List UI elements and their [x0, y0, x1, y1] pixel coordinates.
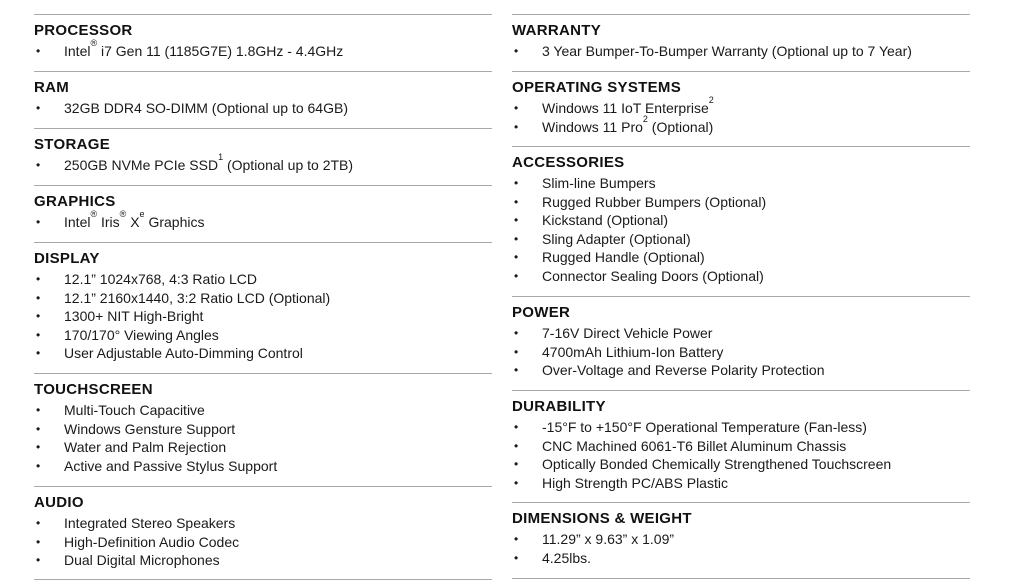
spec-list-item	[512, 42, 970, 61]
bullet-icon: •	[36, 101, 41, 115]
section-heading: STORAGE	[34, 136, 111, 153]
spec-list	[34, 99, 492, 118]
superscript-mark: 2	[642, 113, 648, 124]
spec-text: Kickstand (Optional)	[542, 212, 669, 228]
spec-list-item	[512, 324, 970, 343]
section-heading: GRAPHICS	[34, 193, 116, 210]
spec-list	[512, 530, 970, 567]
spec-text: Dual Digital Microphones	[64, 552, 220, 568]
spec-list	[34, 38, 492, 61]
spec-text: 4.25lbs.	[542, 549, 592, 566]
spec-text: Iris	[97, 214, 120, 230]
bullet-icon: •	[36, 346, 41, 360]
bullet-icon: •	[36, 516, 41, 530]
spec-list	[34, 401, 492, 475]
spec-list	[512, 95, 970, 136]
section-warranty	[512, 14, 970, 59]
spec-list-item	[512, 248, 970, 267]
spec-text: X	[126, 214, 140, 230]
bullet-icon: •	[36, 553, 41, 567]
section-heading: RAM	[34, 79, 70, 96]
spec-list-item	[34, 533, 492, 552]
bullet-icon: •	[514, 344, 519, 359]
spec-list-item	[34, 38, 492, 61]
spec-text: Active and Passive Stylus Support	[64, 457, 278, 474]
bullet-icon: •	[514, 213, 519, 227]
section-heading: DURABILITY	[512, 398, 606, 415]
spec-text: 32GB DDR4 SO-DIMM (Optional up to 64GB)	[64, 100, 348, 116]
section-heading: ACCESSORIES	[512, 154, 625, 171]
section-accessories	[512, 146, 970, 284]
spec-list-item	[512, 95, 970, 118]
spec-list-item	[34, 344, 492, 363]
section-operating-systems	[512, 71, 970, 135]
spec-list-item	[512, 361, 970, 380]
bullet-icon: •	[514, 176, 519, 190]
bullet-icon: •	[36, 440, 41, 454]
bullet-icon: •	[514, 363, 519, 377]
section-graphics	[34, 185, 492, 230]
bullet-icon: •	[36, 290, 41, 305]
spec-text: 3 Year Bumper-To-Bumper Warranty (Optional up to 7 Year)	[542, 43, 912, 59]
bullet-icon: •	[514, 420, 519, 434]
bullet-icon: •	[514, 101, 519, 115]
spec-text: i7 Gen 11 (1185G7E) 1.8GHz - 4.4GHz	[97, 43, 344, 59]
section-dimensions-weight	[512, 502, 970, 566]
superscript-mark: 1	[218, 152, 224, 162]
spec-list-item	[512, 455, 970, 474]
spec-list	[34, 209, 492, 232]
spec-text: Windows Gensture Support	[64, 420, 236, 437]
spec-list-item	[34, 514, 492, 533]
section-heading: OPERATING SYSTEMS	[512, 79, 682, 96]
bullet-icon: •	[36, 403, 41, 417]
spec-list	[512, 324, 970, 380]
spec-list-item	[34, 99, 492, 118]
bullet-icon: •	[514, 194, 519, 209]
section-heading: DIMENSIONS & WEIGHT	[512, 510, 692, 527]
spec-text: Connector Sealing Doors (Optional)	[542, 267, 764, 284]
spec-text: 11.29” x 9.63” x 1.09”	[542, 531, 675, 547]
spec-list	[512, 42, 970, 61]
spec-list	[34, 514, 492, 570]
spec-text: High Strength PC/ABS Plastic	[542, 474, 728, 491]
bullet-icon: •	[36, 309, 41, 323]
bullet-icon: •	[514, 438, 519, 453]
spec-text: Sling Adapter (Optional)	[542, 230, 691, 247]
spec-list-item	[34, 270, 492, 289]
spec-list-item	[34, 457, 492, 476]
spec-list-item	[512, 437, 970, 456]
spec-text: -15°F to +150°F Operational Temperature (Fan-less)	[542, 419, 867, 435]
bullet-icon: •	[514, 231, 519, 246]
section-ram	[34, 71, 492, 116]
spec-text: Windows 11 IoT Enterprise	[542, 100, 709, 116]
section-heading: POWER	[512, 304, 571, 321]
spec-text: CNC Machined 6061-T6 Billet Aluminum Chassis	[542, 437, 847, 454]
spec-list-item	[34, 551, 492, 570]
bullet-icon: •	[36, 534, 41, 549]
section-heading: WARRANTY	[512, 22, 602, 39]
spec-text: Water and Palm Rejection	[64, 439, 227, 455]
bullet-icon: •	[36, 327, 41, 342]
spec-text: 4700mAh Lithium-Ion Battery	[542, 343, 724, 360]
spec-list	[512, 418, 970, 492]
spec-list-item	[512, 474, 970, 493]
section-power	[512, 296, 970, 378]
section-heading: DISPLAY	[34, 250, 100, 267]
bullet-icon: •	[514, 532, 519, 546]
spec-text: Graphics	[144, 214, 205, 230]
spec-list-item	[34, 326, 492, 345]
bullet-icon: •	[514, 457, 519, 471]
spec-list	[512, 174, 970, 285]
spec-list-item	[512, 174, 970, 193]
spec-text: 12.1” 2160x1440, 3:2 Ratio LCD (Optional)	[64, 289, 331, 306]
spec-list-item	[34, 152, 492, 175]
bullet-icon: •	[514, 326, 519, 340]
spec-list-item	[512, 193, 970, 212]
spec-list-item	[512, 549, 970, 568]
spec-text: 1300+ NIT High-Bright	[64, 308, 204, 324]
superscript-mark: 2	[708, 95, 714, 105]
spec-text: Slim-line Bumpers	[542, 175, 656, 191]
spec-text: Rugged Handle (Optional)	[542, 249, 705, 265]
bottom-divider	[34, 579, 492, 580]
spec-list	[34, 152, 492, 175]
spec-list-item	[512, 211, 970, 230]
spec-list-item	[512, 113, 970, 137]
bullet-icon: •	[36, 215, 41, 229]
bullet-icon: •	[36, 158, 41, 172]
section-processor	[34, 14, 492, 59]
spec-text: (Optional up to 2TB)	[223, 157, 354, 173]
spec-text: 12.1” 1024x768, 4:3 Ratio LCD	[64, 271, 258, 287]
spec-text: (Optional)	[647, 118, 714, 135]
spec-text: Intel	[64, 214, 91, 230]
spec-text: Multi-Touch Capacitive	[64, 402, 205, 418]
bullet-icon: •	[36, 44, 41, 58]
bullet-icon: •	[514, 119, 519, 134]
spec-list-item	[512, 418, 970, 437]
superscript-mark: e	[139, 209, 145, 219]
bottom-divider	[512, 578, 970, 579]
section-durability	[512, 390, 970, 491]
bullet-icon: •	[514, 550, 519, 565]
section-storage	[34, 128, 492, 173]
bullet-icon: •	[514, 475, 519, 490]
spec-text: Optically Bonded Chemically Strengthened Touchscreen	[542, 456, 892, 472]
spec-text: Integrated Stereo Speakers	[64, 515, 236, 531]
spec-list-item	[512, 267, 970, 286]
spec-list-item	[34, 420, 492, 439]
bullet-icon: •	[36, 272, 41, 286]
section-heading: PROCESSOR	[34, 22, 133, 39]
superscript-mark: ®	[119, 209, 127, 219]
spec-list-item	[34, 289, 492, 308]
spec-text: High-Definition Audio Codec	[64, 533, 240, 550]
spec-list-item	[34, 401, 492, 420]
section-heading: TOUCHSCREEN	[34, 381, 153, 398]
spec-list-item	[512, 230, 970, 249]
spec-list	[34, 270, 492, 363]
spec-list-item	[34, 307, 492, 326]
bullet-icon: •	[36, 421, 41, 436]
spec-list-item	[34, 209, 492, 232]
spec-list-item	[512, 343, 970, 362]
section-display	[34, 242, 492, 361]
superscript-mark: ®	[90, 38, 98, 48]
spec-text: User Adjustable Auto-Dimming Control	[64, 345, 303, 361]
bullet-icon: •	[36, 458, 41, 473]
spec-text: 250GB NVMe PCIe SSD	[64, 157, 219, 173]
bullet-icon: •	[514, 250, 519, 264]
spec-text: 170/170° Viewing Angles	[64, 326, 219, 343]
spec-list-item	[34, 438, 492, 457]
bullet-icon: •	[514, 44, 519, 58]
bullet-icon: •	[514, 268, 519, 283]
section-touchscreen	[34, 373, 492, 474]
spec-text: Over-Voltage and Reverse Polarity Protection	[542, 362, 825, 378]
spec-text: 7-16V Direct Vehicle Power	[542, 325, 713, 341]
section-audio	[34, 486, 492, 568]
spec-text: Rugged Rubber Bumpers (Optional)	[542, 193, 767, 210]
spec-text: Windows 11 Pro	[542, 118, 643, 135]
spec-list-item	[512, 530, 970, 549]
superscript-mark: ®	[90, 209, 98, 219]
spec-text: Intel	[64, 43, 91, 59]
section-heading: AUDIO	[34, 494, 84, 511]
